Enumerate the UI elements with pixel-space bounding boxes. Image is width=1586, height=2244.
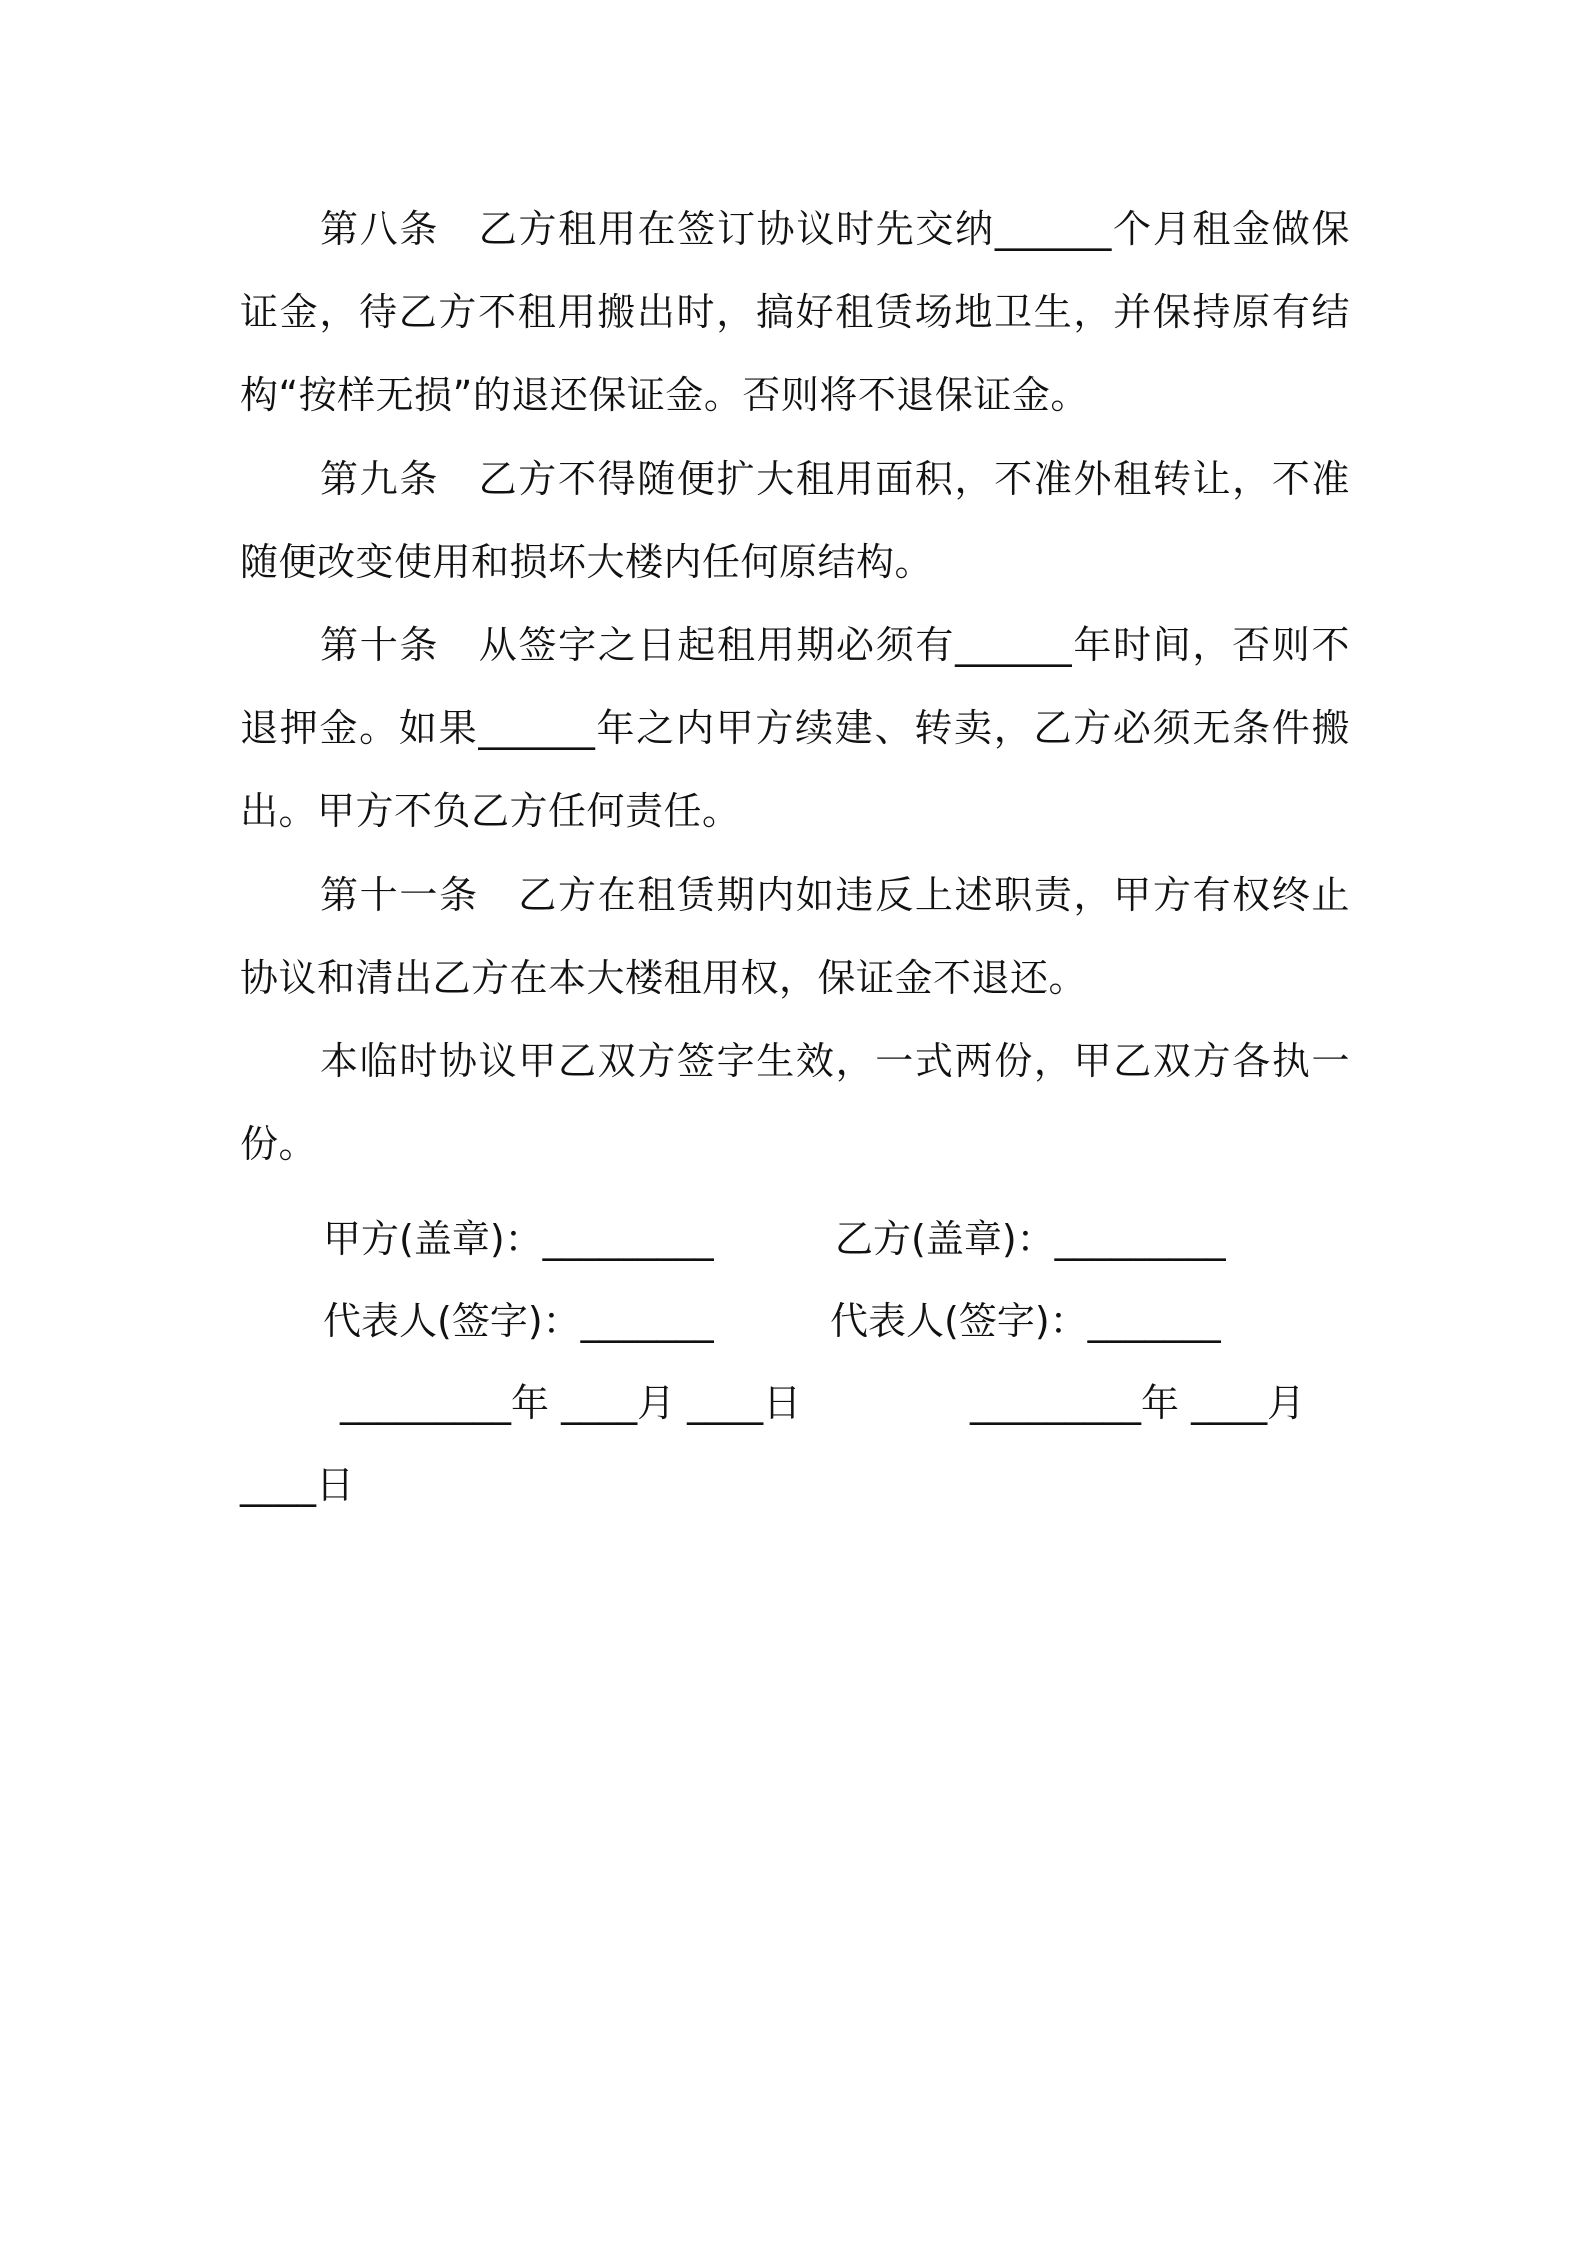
party-a-seal-line: 甲方(盖章)：_________	[323, 1217, 714, 1261]
party-b-date-line: _________年 ____月	[970, 1381, 1306, 1425]
party-a-representative-line: 代表人(签字)：_______	[323, 1299, 714, 1343]
party-b-seal-line: 乙方(盖章)：_________	[835, 1217, 1226, 1261]
party-b-representative-line: 代表人(签字)：_______	[830, 1299, 1221, 1343]
party-a-date-line: _________年 ____月 ____日	[340, 1381, 802, 1425]
article-9-paragraph: 第九条 乙方不得随便扩大租用面积，不准外租转让，不准随便改变使用和损坏大楼内任何原结构。	[240, 457, 1350, 584]
effective-clause-paragraph: 本临时协议甲乙双方签字生效，一式两份，甲乙双方各执一份。	[240, 1039, 1350, 1166]
article-11-paragraph: 第十一条 乙方在租赁期内如违反上述职责，甲方有权终止协议和清出乙方在本大楼租用权，保证金不退还。	[240, 873, 1350, 1000]
article-8-paragraph: 第八条 乙方租用在签订协议时先交纳______个月租金做保证金，待乙方不租用搬出时，搞好租赁场地卫生，并保持原有结构“按样无损”的退还保证金。否则将不退保证金。	[240, 207, 1350, 417]
party-b-date-day-line: ____日	[240, 1463, 355, 1507]
article-10-paragraph: 第十条 从签字之日起租用期必须有______年时间，否则不退押金。如果______年之内甲方续建、转卖，乙方必须无条件搬出。甲方不负乙方任何责任。	[240, 623, 1350, 833]
